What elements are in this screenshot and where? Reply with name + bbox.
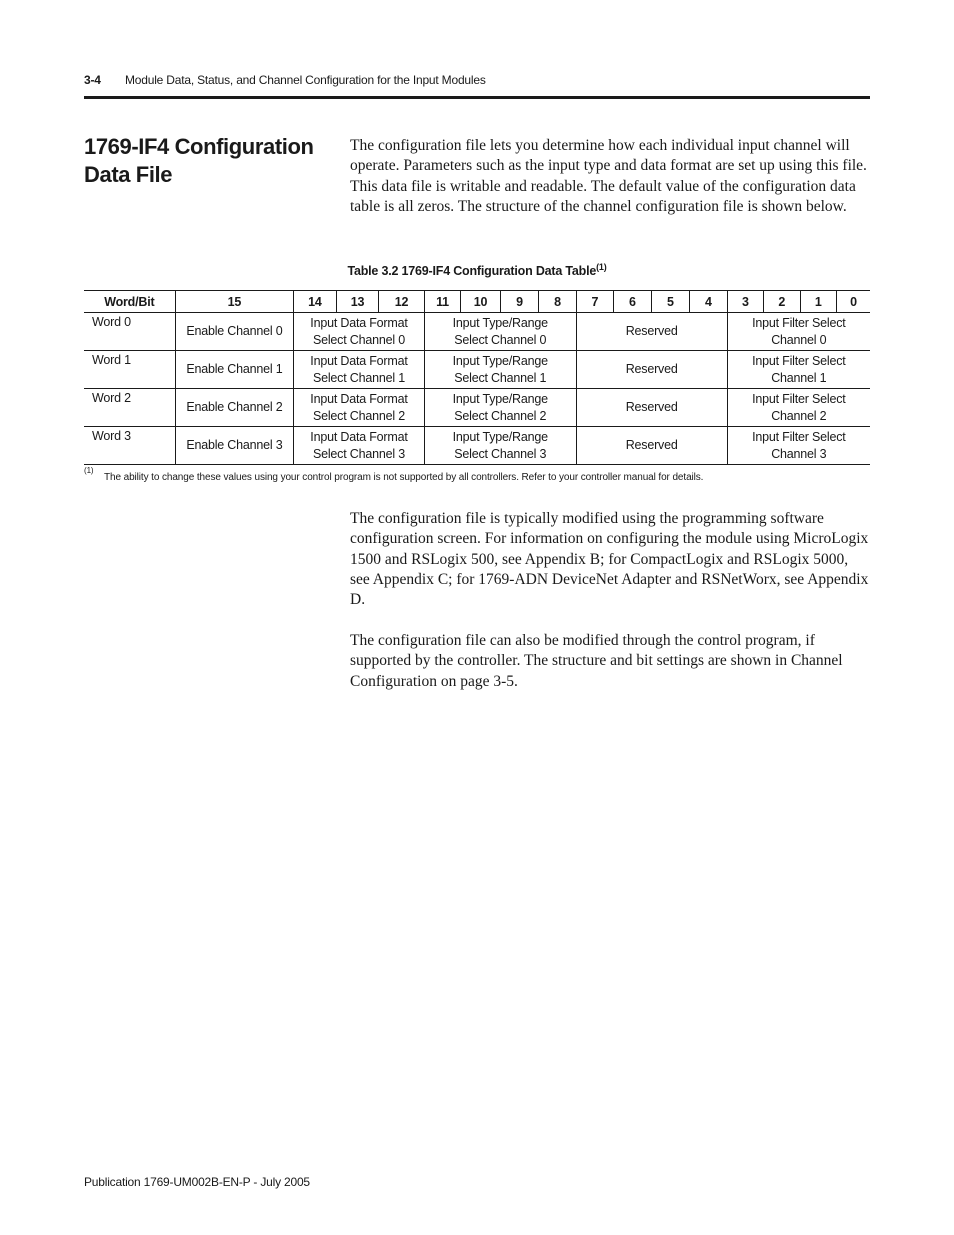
configuration-data-table — [84, 290, 870, 465]
table-caption-footnote-ref: (1) — [596, 262, 607, 272]
header-cell-bit: 1 — [800, 291, 836, 313]
table-caption-text: Table 3.2 1769-IF4 Configuration Data Table — [347, 264, 597, 279]
table-row — [84, 427, 870, 465]
software-paragraph: The configuration file is typically modified using the programming software configuration screen. For information on configuring the module using MicroLogix 1500 and RSLogix 500, see Appendix B; for CompactLogix and RSLogix 5000, see Appendix C; for 1769-ADN DeviceNet Adapter and RSNetWorx, see Appendix D. — [350, 510, 869, 609]
header-cell-bit: 0 — [836, 291, 870, 313]
header-cell-bit: 8 — [539, 291, 576, 313]
publication-footer: Publication 1769-UM002B-EN-P - July 2005 — [84, 1175, 310, 1189]
word-cell: Word 3 — [84, 427, 175, 465]
data-format-line: Input Data Format — [310, 429, 408, 444]
type-range-cell — [424, 427, 576, 465]
type-range-cell — [424, 351, 576, 389]
header-cell-bit: 9 — [500, 291, 538, 313]
enable-channel-cell: Enable Channel 3 — [175, 427, 294, 465]
footnote-text: The ability to change these values using your control program is not supported by all controllers. Refer to your controller manual for details. — [104, 472, 704, 483]
filter-select-line: Channel 3 — [771, 446, 827, 461]
table-row — [84, 313, 870, 351]
running-title: Module Data, Status, and Channel Configuration for the Input Modules — [125, 73, 486, 87]
header-cell-bit: 3 — [727, 291, 763, 313]
type-range-cell — [424, 313, 576, 351]
data-format-cell — [294, 313, 425, 351]
reserved-cell: Reserved — [576, 427, 727, 465]
data-format-line: Select Channel 2 — [312, 408, 405, 423]
header-rule — [84, 96, 870, 99]
enable-channel-cell: Enable Channel 2 — [175, 389, 294, 427]
data-format-line: Select Channel 0 — [312, 332, 405, 347]
filter-select-line: Input Filter Select — [752, 315, 846, 330]
data-format-cell — [294, 427, 425, 465]
filter-select-line: Input Filter Select — [752, 353, 846, 368]
type-range-line: Select Channel 2 — [454, 408, 547, 423]
word-cell: Word 1 — [84, 351, 175, 389]
header-cell-word-bit: Word/Bit — [84, 291, 175, 313]
data-format-line: Input Data Format — [310, 391, 408, 406]
type-range-line: Input Type/Range — [452, 315, 548, 330]
header-cell-bit: 11 — [424, 291, 460, 313]
type-range-line: Select Channel 3 — [454, 446, 547, 461]
data-format-line: Select Channel 3 — [312, 446, 405, 461]
enable-channel-cell: Enable Channel 1 — [175, 351, 294, 389]
section-title: 1769-IF4 Configuration Data File — [84, 134, 314, 187]
header-cell-bit: 6 — [614, 291, 651, 313]
table-header-row — [84, 291, 870, 313]
header-cell-bit: 14 — [294, 291, 337, 313]
header-cell-bit: 15 — [175, 291, 294, 313]
filter-select-line: Channel 1 — [771, 370, 827, 385]
header-cell-bit: 7 — [576, 291, 613, 313]
header-cell-bit: 12 — [379, 291, 425, 313]
running-header — [84, 73, 486, 87]
type-range-line: Select Channel 0 — [454, 332, 547, 347]
footnote-marker: (1) — [84, 466, 94, 475]
data-format-cell — [294, 389, 425, 427]
word-cell: Word 0 — [84, 313, 175, 351]
header-cell-bit: 2 — [764, 291, 800, 313]
type-range-line: Input Type/Range — [452, 353, 548, 368]
word-cell: Word 2 — [84, 389, 175, 427]
filter-select-cell — [727, 351, 870, 389]
type-range-cell — [424, 389, 576, 427]
table-footnote — [84, 466, 704, 483]
header-cell-bit: 5 — [651, 291, 689, 313]
filter-select-line: Input Filter Select — [752, 429, 846, 444]
control-program-paragraph: The configuration file can also be modified through the control program, if supported by the controller. The structure and bit settings are shown in Channel Configuration on page 3-5. — [350, 632, 843, 690]
table-caption — [84, 262, 870, 278]
type-range-line: Input Type/Range — [452, 429, 548, 444]
intro-paragraph: The configuration file lets you determine how each individual input channel will operate. Parameters such as the input type and data format are set up using this file. This data file is writable and readable. The default value of the configuration data table is all zeros. The structure of the channel configuration file is shown below. — [350, 137, 867, 215]
type-range-line: Select Channel 1 — [454, 370, 547, 385]
filter-select-line: Input Filter Select — [752, 391, 846, 406]
data-format-line: Input Data Format — [310, 353, 408, 368]
data-format-line: Select Channel 1 — [312, 370, 405, 385]
table-row — [84, 389, 870, 427]
filter-select-cell — [727, 313, 870, 351]
filter-select-line: Channel 2 — [771, 408, 827, 423]
filter-select-cell — [727, 389, 870, 427]
header-cell-bit: 13 — [336, 291, 379, 313]
enable-channel-cell: Enable Channel 0 — [175, 313, 294, 351]
header-cell-bit: 10 — [461, 291, 501, 313]
type-range-line: Input Type/Range — [452, 391, 548, 406]
header-cell-bit: 4 — [690, 291, 727, 313]
data-format-line: Input Data Format — [310, 315, 408, 330]
table-row — [84, 351, 870, 389]
page-number: 3-4 — [84, 73, 101, 87]
reserved-cell: Reserved — [576, 389, 727, 427]
data-format-cell — [294, 351, 425, 389]
reserved-cell: Reserved — [576, 351, 727, 389]
filter-select-line: Channel 0 — [771, 332, 827, 347]
reserved-cell: Reserved — [576, 313, 727, 351]
filter-select-cell — [727, 427, 870, 465]
